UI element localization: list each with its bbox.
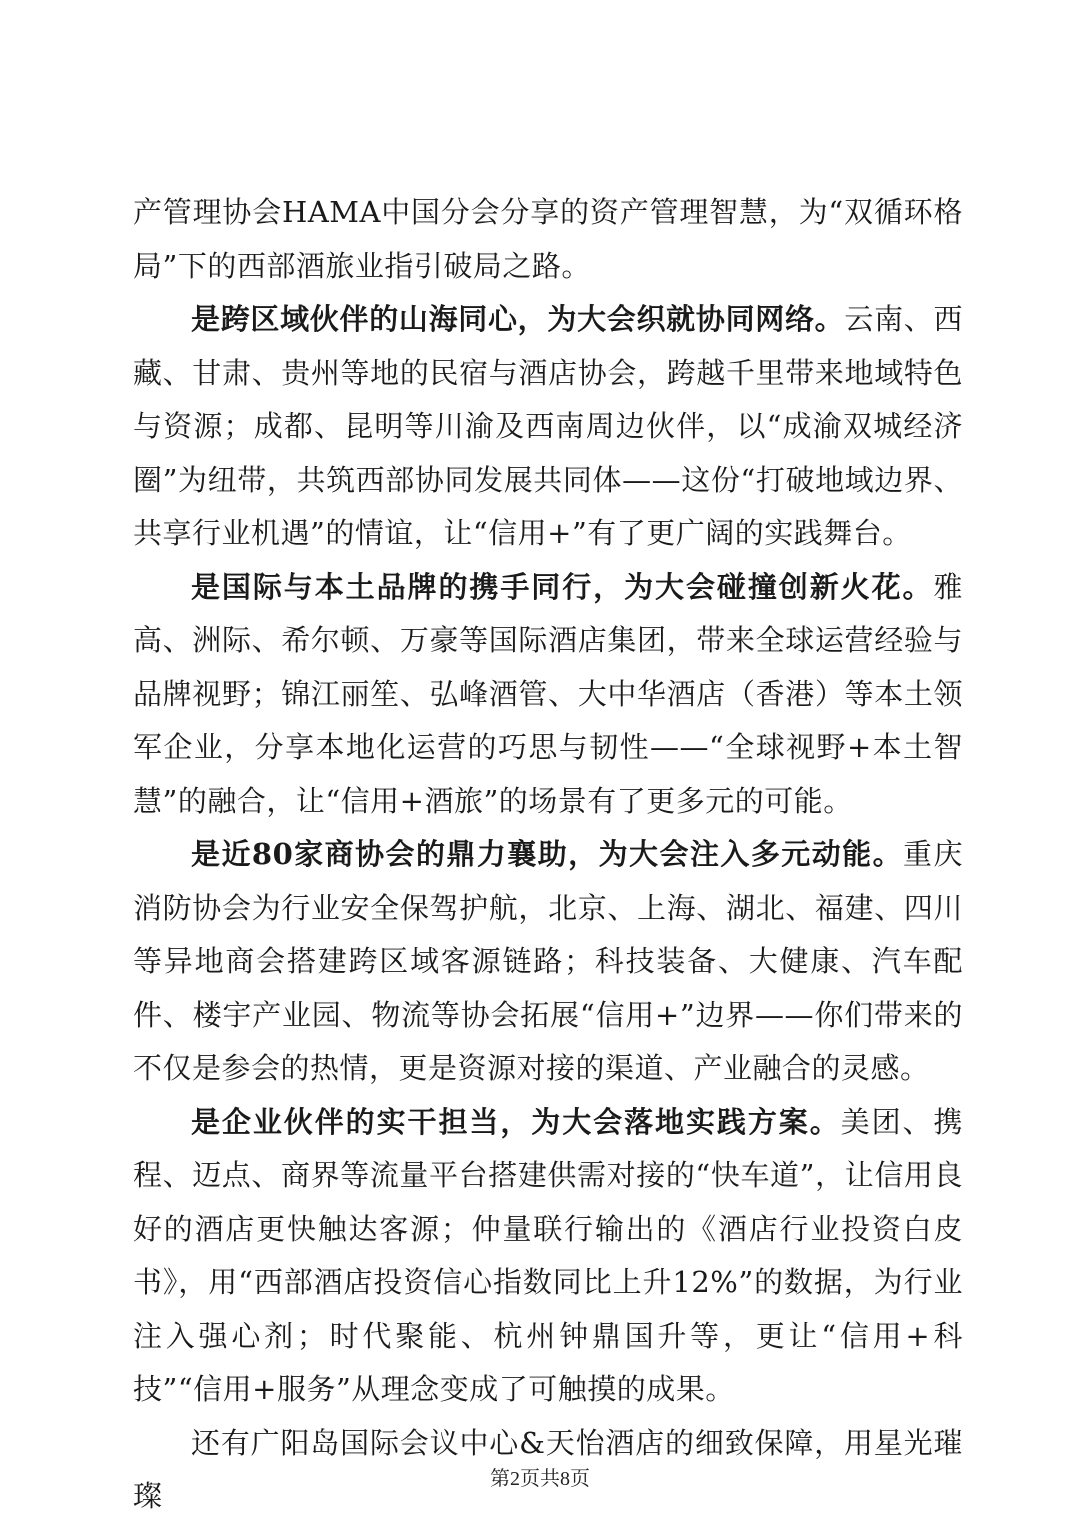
document-body [133, 186, 963, 1524]
paragraph-enterprise-partners [133, 1096, 963, 1417]
paragraph-lead: 是企业伙伴的实干担当，为大会落地实践方案。 [191, 1104, 841, 1139]
paragraph-regional-partners [133, 293, 963, 561]
paragraph-lead: 是跨区域伙伴的山海同心，为大会织就协同网络。 [191, 302, 845, 336]
paragraph-associations [133, 828, 963, 1096]
paragraph-text: 美团、携程、迈点、商界等流量平台搭建供需对接的“快车道”，让信用良好的酒店更快触达客源；仲量联行输出的《酒店行业投资白皮书》，用“西部酒店投资信心指数同比上升12%”的数据，为行业注入强心剂；时代聚能、杭州钟鼎国升等，更让“信用+科技”“信用+服务”从理念变成了可触摸的成果。 [133, 1104, 963, 1406]
paragraph-international-brands [133, 561, 963, 829]
paragraph-lead: 是国际与本土品牌的携手同行，为大会碰撞创新火花。 [191, 569, 934, 604]
paragraph-text: 重庆消防协会为行业安全保驾护航，北京、上海、湖北、福建、四川等异地商会搭建跨区域客源链路；科技装备、大健康、汽车配件、楼宇产业园、物流等协会拓展“信用+”边界——你们带来的不仅是参会的热情，更是资源对接的渠道、产业融合的灵感。 [133, 837, 963, 1085]
paragraph-lead: 是近80家商协会的鼎力襄助，为大会注入多元动能。 [191, 837, 904, 871]
paragraph-continuation [133, 186, 963, 293]
paragraph-text: 产管理协会HAMA中国分会分享的资产管理智慧，为“双循环格局”下的西部酒旅业指引破局之路。 [133, 195, 963, 283]
page-number: 第2页共8页 [490, 1468, 590, 1490]
paragraph-text: 云南、西藏、甘肃、贵州等地的民宿与酒店协会，跨越千里带来地域特色与资源；成都、昆明等川渝及西南周边伙伴，以“成渝双城经济圈”为纽带，共筑西部协同发展共同体——这份“打破地域边界、共享行业机遇”的情谊，让“信用+”有了更广阔的实践舞台。 [133, 302, 963, 550]
paragraph-text: 雅高、洲际、希尔顿、万豪等国际酒店集团，带来全球运营经验与品牌视野；锦江丽笙、弘峰酒管、大中华酒店（香港）等本土领军企业，分享本地化运营的巧思与韧性——“全球视野+本土智慧”的融合，让“信用+酒旅”的场景有了更多元的可能。 [133, 569, 963, 818]
paragraph-text: 还有广阳岛国际会议中心&天怡酒店的细致保障，用星光璀璨 [133, 1425, 963, 1513]
